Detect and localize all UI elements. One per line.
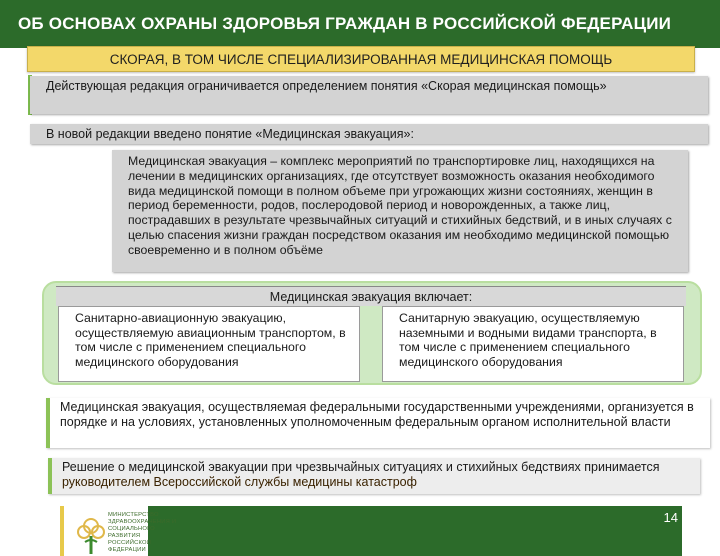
includes-header: Медицинская эвакуация включает: — [56, 286, 686, 306]
section-subtitle: СКОРАЯ, В ТОМ ЧИСЛЕ СПЕЦИАЛИЗИРОВАННАЯ МЕДИЦИНСКАЯ ПОМОЩЬ — [27, 46, 695, 72]
federal-institutions-note: Медицинская эвакуация, осуществляемая федеральными государственными учреждениями, организуется в порядке и на условиях, установленных уполномоченным федеральным органом исполнительной власти — [46, 398, 710, 448]
decision-highlight: руководителем Всероссийской службы медицины катастроф — [62, 475, 417, 489]
air-evacuation-box: Санитарно-авиационную эвакуацию, осуществляемую авиационным транспортом, в том числе с применением специального медицинского оборудования — [58, 306, 360, 382]
page-number: 14 — [663, 510, 678, 525]
decision-text: Решение о медицинской эвакуации при чрезвычайных ситуациях и стихийных бедствиях принимается — [62, 460, 660, 474]
page-title: ОБ ОСНОВАХ ОХРАНЫ ЗДОРОВЬЯ ГРАЖДАН В РОССИЙСКОЙ ФЕДЕРАЦИИ — [0, 0, 720, 48]
ground-evacuation-box: Санитарную эвакуацию, осуществляемую наземными и водными видами транспорта, в том числе с применением специального медицинского оборудования — [382, 306, 684, 382]
ministry-name: МИНИСТЕРСТВО ЗДРАВООХРАНЕНИЯ И СОЦИАЛЬНОГО РАЗВИТИЯ РОССИЙСКОЙ ФЕДЕРАЦИИ — [108, 512, 177, 553]
definition-box: Медицинская эвакуация – комплекс мероприятий по транспортировке лиц, находящихся на лечении в медицинских организациях, где отсутствует возможность оказания необходимого вида медицинской помощи в полном объеме при угрожающих жизни состояниях, женщин в период беременности, родов, послеродовой период и новорожденных, а также лиц, пострадавших в результате чрезвычайных ситуаций и стихийных бедствий, и в иных случаях с целью спасения жизни граждан посредством оказания им необходимо медицинской помощью своевременно и в полном объёме — [112, 150, 688, 272]
new-edition-note: В новой редакции введено понятие «Медицинская эвакуация»: — [30, 124, 708, 144]
current-edition-note: Действующая редакция ограничивается определением понятия «Скорая медицинская помощь» — [30, 76, 708, 114]
footer-strip — [148, 506, 682, 556]
decision-note — [48, 458, 700, 494]
